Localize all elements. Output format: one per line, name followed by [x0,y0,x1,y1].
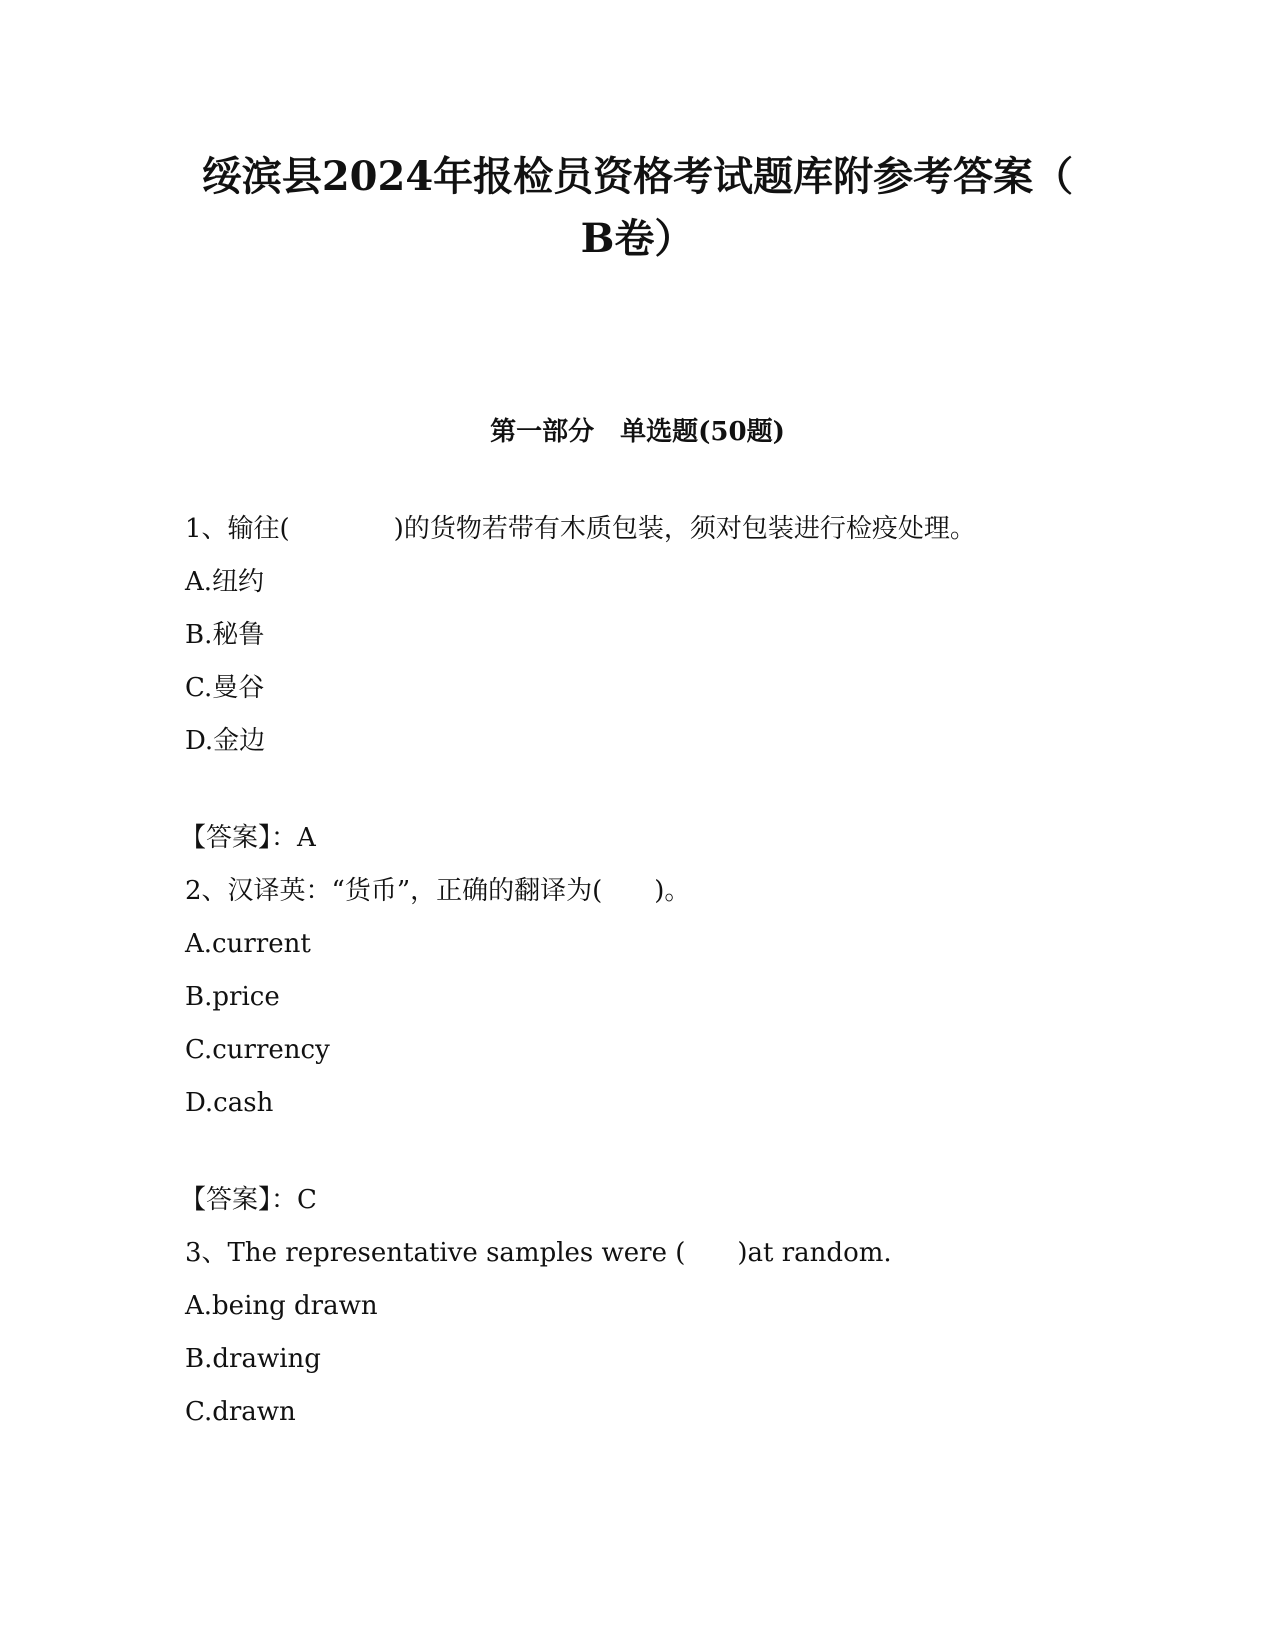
document-title-line-2: B卷） [580,215,695,262]
question-2-answer: 【答案】：C [180,1185,317,1215]
question-2-option-a: A.current [185,929,311,959]
question-2-option-c: C.currency [185,1035,330,1065]
question-2-option-b: B.price [185,982,280,1012]
section-heading: 第一部分 单选题(50题) [490,417,785,447]
question-2-option-d: D.cash [185,1088,274,1118]
question-1-option-a: A.纽约 [185,567,265,597]
question-3-option-a: A.being drawn [185,1291,378,1321]
question-3-stem: 3、The representative samples were ( )at random. [185,1238,892,1268]
question-3-option-b: B.drawing [185,1344,321,1374]
question-1-option-c: C.曼谷 [185,673,265,703]
document-title-line-1: 绥滨县2024年报检员资格考试题库附参考答案（ [201,153,1074,200]
question-1-stem: 1、输往( )的货物若带有木质包装，须对包装进行检疫处理。 [185,514,976,544]
question-1-answer: 【答案】：A [180,823,316,853]
question-2-stem: 2、汉译英：“货币”，正确的翻译为( )。 [185,876,691,906]
question-3-option-c: C.drawn [185,1397,296,1427]
question-1-option-b: B.秘鲁 [185,620,265,650]
question-1-option-d: D.金边 [185,726,266,756]
